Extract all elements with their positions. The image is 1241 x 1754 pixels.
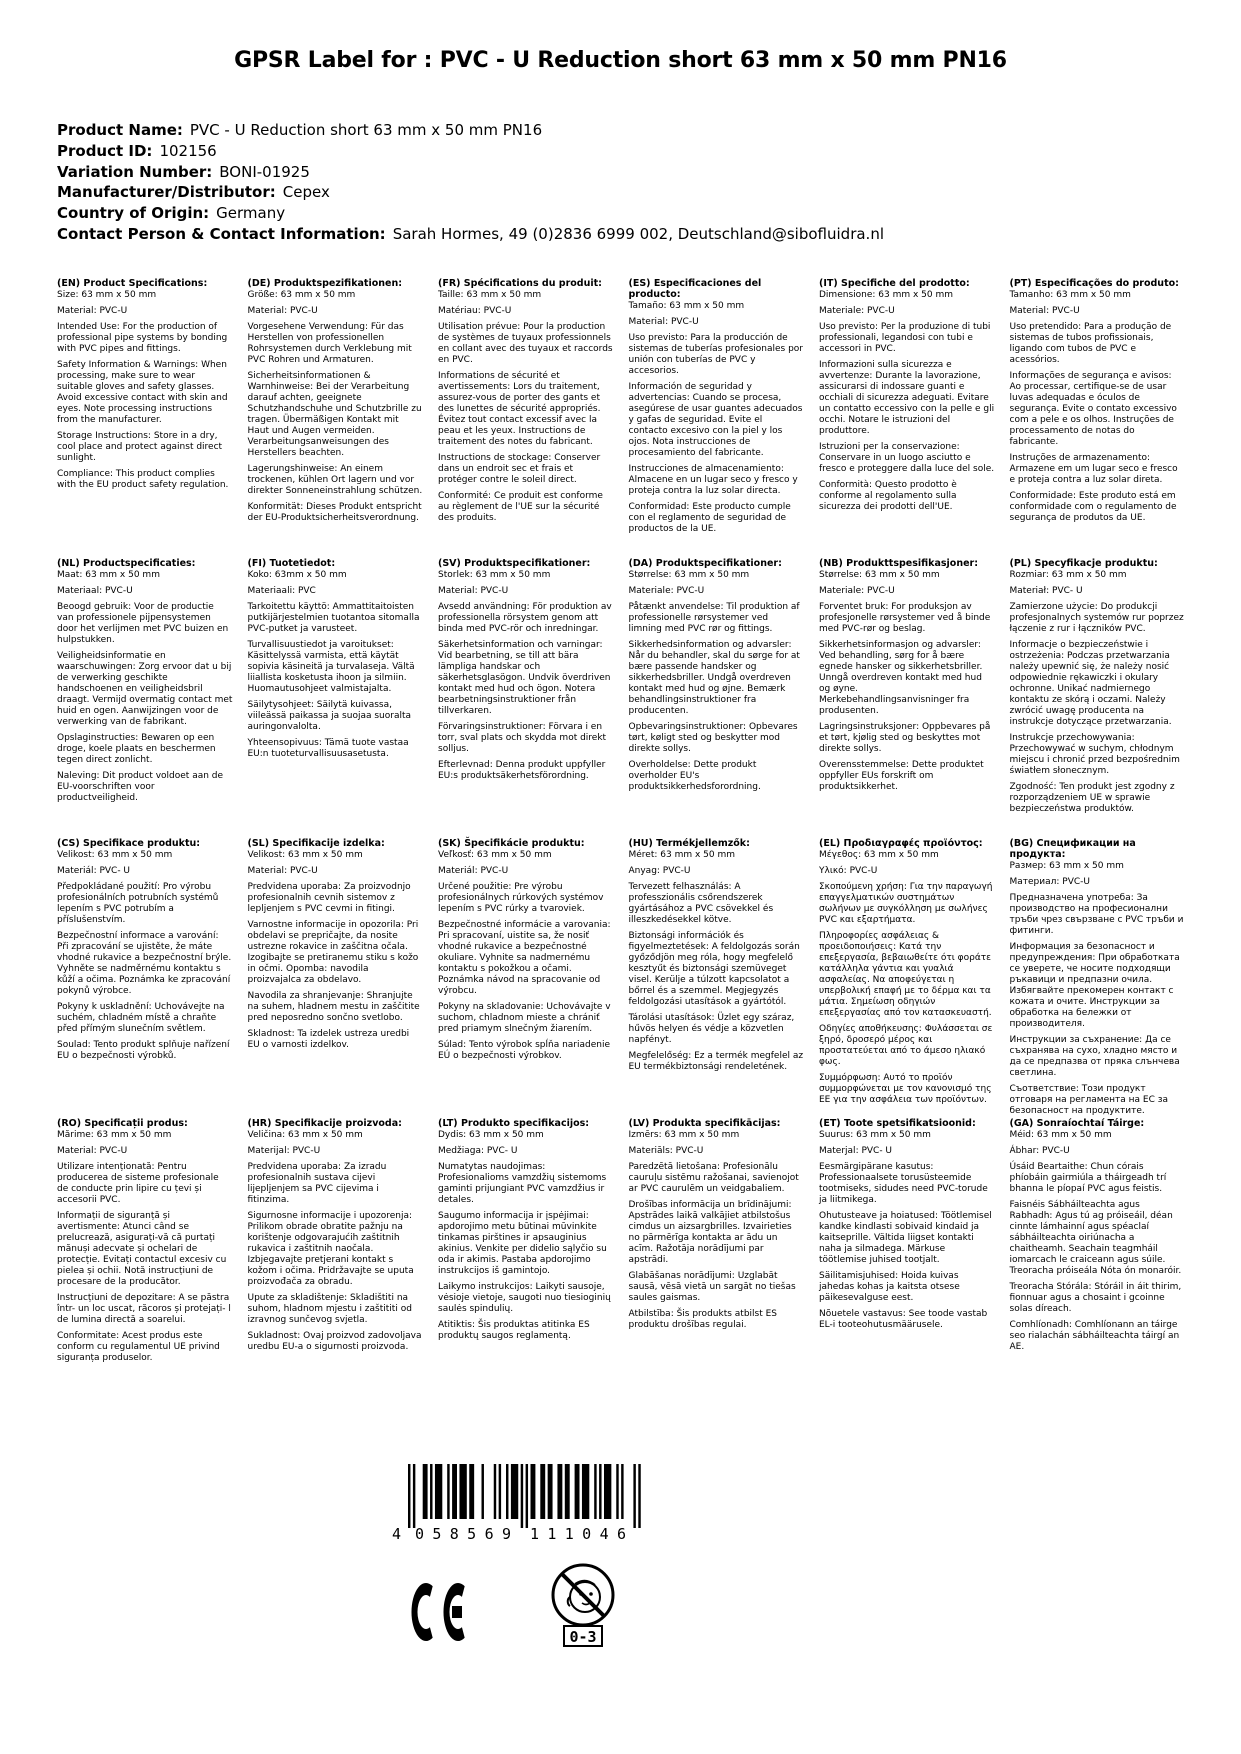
language-block-heading: (BG) Спецификации на продукта: [1009,838,1136,860]
spec-material: Materiāls: PVC-U [628,1146,704,1156]
spec-intended-use: Vorgesehene Verwendung: Für das Herstellen von professionellen Rohrsystemen durch Verklebung mit PVC Rohren und Armaturen. [247,322,412,365]
language-specs-grid [57,278,1185,1398]
spec-safety-warnings: Informacje o bezpieczeństwie i ostrzeżenia: Podczas przetwarzania należy upewnić się, że należy nosić odpowiednie rękawiczki i okulary ochronne. Unikać nadmiernego kontaktu ze skórą i oczami. Należy zwrócić uwagę producenta na instrukcje dotyczące przetwarzania. [1009,640,1172,727]
spec-compliance: Compliance: This product complies with the EU product safety regulation. [57,469,229,490]
spec-compliance: Sukladnost: Ovaj proizvod zadovoljava uredbu EU-a o sigurnosti proizvoda. [247,1331,422,1352]
spec-size: Størrelse: 63 mm x 50 mm [819,570,940,580]
spec-size: Størrelse: 63 mm x 50 mm [628,570,750,580]
spec-intended-use: Uso pretendido: Para a produção de sistemas de tubos profissionais, ligando com tubos de PVC e acessórios. [1009,322,1172,365]
spec-storage: Istruzioni per la conservazione: Conservare in un luogo asciutto e fresco e proteggere dalla luce del sole. [819,442,995,474]
product-name-label: Product Name: [57,121,183,139]
language-block [1010,558,1186,838]
spec-safety-warnings: Biztonsági információk és figyelmeztetések: A feldolgozás során győződjön meg róla, hogy megfelelő kesztyűt és biztonsági szemüveget visel. Kerülje a túlzott kapcsolatot a bőrrel és a szemmel. Megjegyzés feldolgozási utasítások a gyártótól. [628,931,800,1007]
contact-row [57,224,1241,245]
spec-material: Material: PVC-U [438,586,509,596]
spec-material: Materjal: PVC- U [819,1146,893,1156]
product-id-value: 102156 [159,141,217,160]
spec-material: Materiale: PVC-U [819,306,895,316]
spec-size: Size: 63 mm x 50 mm [57,290,157,300]
spec-safety-warnings: Turvallisuustiedot ja varoitukset: Käsittelyssä varmista, että käytät sopivia käsineitä ja turvalaseja. Vältä liiallista kosketusta ihoon ja silmiin. Huomautusohjeet valmistajalta. [247,640,415,694]
language-block [438,1118,614,1398]
country-of-origin-value: Germany [216,204,286,223]
language-block-heading: (GA) Sonraíochtaí Táirge: [1009,1118,1145,1129]
spec-storage: Instrukcje przechowywania: Przechowywać w suchym, chłodnym miejscu i chronić przed bezpośrednim światłem słonecznym. [1009,733,1180,776]
language-block [629,838,805,1118]
language-block-heading: (EN) Product Specifications: [57,278,208,289]
spec-safety-warnings: Bezpečnostní informace a varování: Při zpracování se ujistěte, že máte vhodné rukavice a bezpečnostní brýle. Vyhněte se nadměrnému kontaktu s kůží a očima. Poznámka ke zpracování pokynů výrobce. [57,931,232,996]
spec-size: Mărime: 63 mm x 50 mm [57,1130,172,1140]
language-block [629,278,805,558]
spec-material: Ábhar: PVC-U [1009,1146,1070,1156]
spec-safety-warnings: Informations de sécurité et avertissements: Lors du traitement, assurez-vous de porter des gants et des lunettes de sécurité appropriés. Évitez tout contact excessif avec la peau et les yeux. Instructions de traitement des notes du fabricant. [438,371,601,447]
spec-storage: Laikymo instrukcijos: Laikyti sausoje, vėsioje vietoje, saugoti nuo tiesioginių saulės spindulių. [438,1282,611,1314]
spec-storage: Navodila za shranjevanje: Shranjujte na suhem, hladnem mestu in zaščitite pred neposredno sončno svetlobo. [247,991,420,1023]
spec-material: Anyag: PVC-U [628,866,691,876]
spec-safety-warnings: Faisnéis Sábháilteachta agus Rabhadh: Agus tú ag próiseáil, déan cinnte lámhainní agus spéaclaí sábháilteachta oiriúnacha a chaitheamh. Seachain teagmháil iomarcach le craiceann agus súile. Treoracha próiseála Nóta ón monaróir. [1009,1200,1182,1276]
spec-size: Μέγεθος: 63 mm x 50 mm [819,850,939,860]
spec-safety-warnings: Informações de segurança e avisos: Ao processar, certifique-se de usar luvas adequadas e óculos de segurança. Evite o contato excessivo com a pele e os olhos. Instruções de processamento de notas do fabricante. [1009,371,1177,447]
spec-intended-use: Zamierzone użycie: Do produkcji profesjonalnych systemów rur poprzez łączenie z rur i łączników PVC. [1009,602,1184,634]
language-block-heading: (NL) Productspecificaties: [57,558,196,569]
spec-material: Material: PVC-U [1009,306,1080,316]
spec-safety-warnings: Πληροφορίες ασφάλειας & προειδοποιήσεις: Κατά την επεξεργασία, βεβαιωθείτε ότι φοράτε κατάλληλα γάντια και γυαλιά ασφαλείας. Να αποφεύγεται η υπερβολική επαφή με το δέρμα και τα μάτια. Σημείωση οδηγιών επεξεργασίας από τον κατασκευαστή. [819,931,992,1018]
spec-intended-use: Predvidena uporaba: Za izradu profesionalnih sustava cijevi lijepljenjem sa PVC cijevima i fitinzima. [247,1162,387,1205]
language-block-heading: (IT) Specifiche del prodotto: [819,278,970,289]
variation-number-label: Variation Number: [57,162,213,181]
spec-intended-use: Utilizare intenționată: Pentru producerea de sisteme profesionale de conducte prin lipire cu țevi și accesorii PVC. [57,1162,219,1205]
spec-safety-warnings: Информация за безопасност и предупреждения: При обработката се уверете, че носите подходящи ръкавици и предпазни очила. Избягвайте прекомерен контакт с кожата и очите. Инструкции за обработка на бележки от производителя. [1009,942,1180,1029]
spec-safety-warnings: Sikkerhetsinformasjon og advarsler: Ved behandling, sørg for å bære egnede hansker og sikkerhetsbriller. Unngå overdreven kontakt med hud og øyne. Merkebehandlingsanvisninger fra produsenten. [819,640,983,716]
spec-size: Размер: 63 mm x 50 mm [1009,861,1124,871]
spec-intended-use: Tarkoitettu käyttö: Ammattitaitoisten putkijärjestelmien tuotantoa sitomalla PVC-putket ja varusteet. [247,602,420,634]
spec-safety-warnings: Saugumo informacija ir įspėjimai: apdorojimo metu būtinai mūvinkite tinkamas pirštines ir apsauginius akinius. Venkite per didelio sąlyčio su oda ir akimis. Pastaba apdorojimo instrukcijos iš gamintojo. [438,1211,607,1276]
spec-material: Materiaali: PVC [247,586,316,596]
spec-material: Materiál: PVC-U [438,866,509,876]
spec-material: Material: PVC-U [247,306,318,316]
country-of-origin-label: Country of Origin: [57,204,210,223]
spec-intended-use: Forventet bruk: For produksjon av profesjonelle rørsystemer ved å binde med PVC-rør og beslag. [819,602,991,634]
spec-size: Größe: 63 mm x 50 mm [247,290,356,300]
spec-safety-warnings: Informații de siguranță și avertismente: Atunci când se prelucrează, asigurați-vă că purtați mănuși adecvate și ochelari de protecție. Evitați contactul excesiv cu pielea și ochii. Notă instrucțiuni de procesare de la producător. [57,1211,227,1287]
spec-compliance: Conformità: Questo prodotto è conforme al regolamento sulla sicurezza dei prodotti dell'UE. [819,480,957,512]
spec-intended-use: Předpokládané použití: Pro výrobu profesionálních potrubních systémů lepením s PVC potrubím a příslušenstvím. [57,882,219,925]
spec-intended-use: Utilisation prévue: Pour la production de systèmes de tuyaux professionnels en collant avec des tuyaux et raccords en PVC. [438,322,613,365]
language-block-heading: (HR) Specifikacije proizvoda: [247,1118,402,1129]
language-block [57,558,233,838]
language-block [1010,838,1186,1118]
language-block-heading: (HU) Termékjellemzők: [628,838,750,849]
language-block [438,278,614,558]
spec-size: Storlek: 63 mm x 50 mm [438,570,551,580]
spec-storage: Säilitamisjuhised: Hoida kuivas jahedas kohas ja kaitsta otsese päikesevalguse eest. [819,1271,960,1303]
spec-size: Dydis: 63 mm x 50 mm [438,1130,544,1140]
product-name-row [57,120,1241,141]
language-block-heading: (RO) Specificații produs: [57,1118,188,1129]
language-block-heading: (SV) Produktspecifikationer: [438,558,591,569]
language-block [57,1118,233,1398]
spec-compliance: Comhlíonadh: Comhlíonann an táirge seo rialachán sábháilteachta táirgí an AE. [1009,1320,1180,1352]
spec-compliance: Съответствие: Този продукт отговаря на регламента на ЕС за безопасност на продуктите. [1009,1084,1169,1116]
barcode [390,1464,652,1548]
spec-storage: Lagringsinstruksjoner: Oppbevares på et tørt, kjølig sted og beskyttes mot direkte sollys. [819,722,991,754]
spec-safety-warnings: Varnostne informacije in opozorila: Pri obdelavi se prepričajte, da nosite ustrezne rokavice in zaščitna očala. Izogibajte se pretiranemu stiku s kožo in očmi. Opomba: navodila proizvajalca za obdelavo. [247,920,419,985]
language-block [819,1118,995,1398]
product-name-value: PVC - U Reduction short 63 mm x 50 mm PN16 [189,121,543,139]
spec-material: Materiale: PVC-U [628,586,705,596]
language-block-heading: (LV) Produkta specifikācijas: [628,1118,781,1129]
language-block [819,838,995,1118]
spec-safety-warnings: Säkerhetsinformation och varningar: Vid bearbetning, se till att bära lämpliga handskar och säkerhetsglasögon. Undvik överdriven kontakt med hud och ögon. Notera bearbetningsinstruktioner från tillverkaren. [438,640,611,716]
product-id-label: Product ID: [57,141,153,160]
variation-number-value: BONI-01925 [219,162,310,181]
language-block-heading: (DE) Produktspezifikationen: [247,278,403,289]
spec-storage: Treoracha Stórála: Stóráil in áit thirim, fionnuar agus a chosaint i gcoinne solas díreach. [1009,1282,1182,1314]
spec-size: Izmērs: 63 mm x 50 mm [628,1130,740,1140]
language-block-heading: (DA) Produktspecifikationer: [628,558,782,569]
barcode-bars [408,1464,641,1528]
spec-storage: Glabāšanas norādījumi: Uzglabāt sausā, vēsā vietā un sargāt no tiešas saules gaismas. [628,1271,796,1303]
spec-size: Méret: 63 mm x 50 mm [628,850,736,860]
spec-intended-use: Uso previsto: Per la produzione di tubi professionali, legandosi con tubi e accessori in PVC. [819,322,991,354]
spec-size: Taille: 63 mm x 50 mm [438,290,542,300]
language-block-heading: (PT) Especificações do produto: [1009,278,1179,289]
spec-compliance: Conformidad: Este producto cumple con el reglamento de seguridad de productos de la UE. [628,502,791,534]
spec-material: Medžiaga: PVC- U [438,1146,518,1156]
spec-intended-use: Numatytas naudojimas: Profesionalioms vamzdžių sistemoms gaminti prijungiant PVC vamzdžius ir detales. [438,1162,607,1205]
spec-material: Material: PVC-U [57,1146,128,1156]
spec-compliance: Yhteensopivuus: Tämä tuote vastaa EU:n tuoteturvallisuusasetusta. [247,738,409,759]
spec-safety-warnings: Safety Information & Warnings: When processing, make sure to wear suitable gloves and safety glasses. Avoid excessive contact with skin and eyes. Note processing instructions from the manufacturer. [57,360,228,425]
language-block [1010,1118,1186,1398]
barcode-first-digit: 4 [392,1525,402,1543]
spec-size: Rozmiar: 63 mm x 50 mm [1009,570,1127,580]
spec-storage: Lagerungshinweise: An einem trockenen, kühlen Ort lagern und vor direkter Sonneneinstrahlung schützen. [247,464,423,496]
page-title: GPSR Label for : PVC - U Reduction short 63 mm x 50 mm PN16 [234,48,1007,73]
spec-material: Material: PVC-U [628,317,699,327]
spec-compliance: Conformidade: Este produto está em conformidade com o regulamento de segurança de produtos da UE. [1009,491,1177,523]
spec-storage: Upute za skladištenje: Skladištiti na suhom, hladnom mjestu i zaštititi od izravnog sunčevog svjetla. [247,1293,412,1325]
spec-size: Dimensione: 63 mm x 50 mm [819,290,954,300]
spec-storage: Tárolási utasítások: Üzlet egy száraz, hűvös helyen és védje a közvetlen napfényt. [628,1013,795,1045]
language-block-heading: (SK) Špecifikácie produktu: [438,838,585,849]
spec-safety-warnings: Bezpečnostné informácie a varovania: Pri spracovaní, uistite sa, že nosiť vhodné rukavice a bezpečnostné okuliare. Vyhnite sa nadmernému kontaktu s pokožkou a očami. Poznámka návod na spracovanie od výrobcu. [438,920,611,996]
spec-storage: Säilytysohjeet: Säilytä kuivassa, viileässä paikassa ja suojaa suoralta auringonvalolta. [247,700,412,732]
spec-storage: Instrucciones de almacenamiento: Almacene en un lugar seco y fresco y proteja contra la luz solar directa. [628,464,798,496]
language-block-heading: (ET) Toote spetsifikatsioonid: [819,1118,976,1129]
spec-safety-warnings: Sigurnosne informacije i upozorenja: Prilikom obrade obratite pažnju na korištenje odgovarajućih zaštitnih rukavica i zaštitnih naočala. Izbjegavajte pretjerani kontakt s kožom i očima. Pridržavajte se uputa proizvođača za obradu. [247,1211,414,1287]
manufacturer-row [57,182,1241,203]
spec-compliance: Skladnost: Ta izdelek ustreza uredbi EU o varnosti izdelkov. [247,1029,410,1050]
spec-compliance: Atitiktis: Šis produktas atitinka ES produktų saugos reglamentą. [438,1320,590,1341]
spec-storage: Storage Instructions: Store in a dry, cool place and protect against direct sunlight. [57,431,223,463]
barcode-right-digits: 111046 [530,1525,626,1543]
spec-material: Material: PVC-U [247,866,318,876]
spec-safety-warnings: Veiligheidsinformatie en waarschuwingen: Zorg ervoor dat u bij de verwerking geschikte handschoenen en veiligheidsbril draagt. Vermijd overmatig contact met huid en ogen. Aanwijzingen voor de verwerking van de fabrikant. [57,651,233,727]
spec-size: Velikost: 63 mm x 50 mm [247,850,363,860]
spec-size: Suurus: 63 mm x 50 mm [819,1130,931,1140]
spec-material: Materiaal: PVC-U [57,586,133,596]
spec-safety-warnings: Drošības informācija un brīdinājumi: Apstrādes laikā valkājiet atbilstošus cimdus un aizsargbrilles. Izvairieties no pārmērīga kontakta ar ādu un acīm. Ražotāja norādījumi par apstrādi. [628,1200,792,1265]
country-of-origin-row [57,203,1241,224]
variation-number-row [57,162,1241,183]
spec-compliance: Zgodność: Ten produkt jest zgodny z rozporządzeniem UE w sprawie bezpieczeństwa produktów. [1009,782,1175,814]
manufacturer-value: Cepex [282,183,330,202]
spec-intended-use: Påtænkt anvendelse: Til produktion af professionelle rørsystemer ved limning med PVC rør og fittings. [628,602,800,634]
language-block [629,1118,805,1398]
age-warning-icon [550,1562,616,1654]
spec-compliance: Efterlevnad: Denna produkt uppfyller EU:s produktsäkerhetsförordning. [438,760,606,781]
spec-intended-use: Tervezett felhasználás: A professzionális csőrendszerek gyártásához a PVC csövekkel és illeszkedésekkel kötve. [628,882,774,925]
language-block [57,838,233,1118]
spec-storage: Инструкции за съхранение: Да се съхранява на сухо, хладно място и да се предпазва от пряка слънчева светлина. [1009,1035,1180,1078]
language-block [438,838,614,1118]
barcode-left-digits: 058569 [415,1525,511,1543]
product-id-row [57,141,1241,162]
spec-material: Υλικό: PVC-U [819,866,878,876]
language-block-heading: (FI) Tuotetiedot: [247,558,336,569]
language-block [1010,278,1186,558]
language-block-heading: (EL) Προδιαγραφές προϊόντος: [819,838,983,849]
spec-size: Tamanho: 63 mm x 50 mm [1009,290,1131,300]
spec-safety-warnings: Ohutusteave ja hoiatused: Töötlemisel kandke kindlasti sobivaid kindaid ja kaitseprille. Vältida liigset kontakti naha ja silmadega. Märkuse töötlemise juhised tootjalt. [819,1211,992,1265]
spec-compliance: Conformitate: Acest produs este conform cu regulamentul UE privind siguranța produselor. [57,1331,220,1363]
spec-intended-use: Určené použitie: Pre výrobu profesionálnych rúrkových systémov lepením s PVC rúrky a tvaroviek. [438,882,604,914]
spec-storage: Opbevaringsinstruktioner: Opbevares tørt, køligt sted og beskytter mod direkte sollys. [628,722,798,754]
spec-compliance: Naleving: Dit product voldoet aan de EU-voorschriften voor productveiligheid. [57,771,224,803]
spec-safety-warnings: Sicherheitsinformationen & Warnhinweise: Bei der Verarbeitung darauf achten, geeignete Schutzhandschuhe und Schutzbrille zu tragen. Übermäßigen Kontakt mit Haut und Augen vermeiden. Verarbeitungsanweisungen des Herstellers beachten. [247,371,422,458]
spec-storage: Instructions de stockage: Conserver dans un endroit sec et frais et protéger contre le soleil direct. [438,453,601,485]
spec-storage: Instruções de armazenamento: Armazene em um lugar seco e fresco e proteja contra a luz solar direta. [1009,453,1178,485]
spec-size: Koko: 63mm x 50 mm [247,570,347,580]
spec-safety-warnings: Sikkerhedsinformation og advarsler: Når du behandler, skal du sørge for at bære passende handsker og sikkerhedsbriller. Undgå overdreven kontakt med hud og øjne. Bemærk behandlingsinstruktioner fra producenten. [628,640,800,716]
spec-compliance: Συμμόρφωση: Αυτό το προϊόν συμμορφώνεται με τον κανονισμό της ΕΕ για την ασφάλεια των προϊόντων. [819,1073,992,1105]
spec-size: Veličina: 63 mm x 50 mm [247,1130,363,1140]
spec-size: Tamaño: 63 mm x 50 mm [628,301,745,311]
language-block-heading: (SL) Specifikacije izdelka: [247,838,385,849]
spec-compliance: Overensstemmelse: Dette produktet oppfyller EUs forskrift om produktsikkerhet. [819,760,984,792]
spec-compliance: Atbilstība: Šis produkts atbilst ES produktu drošības regulai. [628,1309,778,1330]
spec-material: Materiał: PVC- U [1009,586,1083,596]
spec-size: Maat: 63 mm x 50 mm [57,570,160,580]
spec-intended-use: Paredzētā lietošana: Profesionālu cauruļu sistēmu ražošanai, savienojot ar PVC caurulēm un veidgabaliem. [628,1162,799,1194]
spec-material: Materiál: PVC- U [57,866,131,876]
spec-storage: Opslaginstructies: Bewaren op een droge, koele plaats en beschermen tegen direct zonlicht. [57,733,216,765]
language-block-heading: (ES) Especificaciones del producto: [628,278,762,300]
spec-storage: Förvaringsinstruktioner: Förvara i en torr, sval plats och skydda mot direkt solljus. [438,722,607,754]
spec-material: Materiale: PVC-U [819,586,895,596]
spec-intended-use: Uso previsto: Para la producción de sistemas de tuberías profesionales por unión con tuberías de PVC y accesorios. [628,333,803,376]
ce-mark-icon [406,1580,468,1648]
contact-label: Contact Person & Contact Information: [57,224,386,243]
spec-size: Velikost: 63 mm x 50 mm [57,850,173,860]
spec-material: Matériau: PVC-U [438,306,512,316]
language-block [819,278,995,558]
product-info [57,120,1241,245]
spec-intended-use: Предназначена употреба: За производство на професионални тръби чрез свързване с PVC тръби и фитинги. [1009,893,1184,936]
manufacturer-label: Manufacturer/Distributor: [57,183,276,202]
spec-storage: Pokyny k uskladnění: Uchovávejte na suchém, chladném místě a chraňte před přímým slunečním světlem. [57,1002,225,1034]
spec-compliance: Megfelelőség: Ez a termék megfelel az EU termékbiztonsági rendeletének. [628,1051,804,1072]
spec-compliance: Konformität: Dieses Produkt entspricht der EU-Produktsicherheitsverordnung. [247,502,422,523]
spec-intended-use: Predvidena uporaba: Za proizvodnjo profesionalnih cevnih sistemov z lepljenjem s PVC cevmi in fitingi. [247,882,411,914]
spec-safety-warnings: Informazioni sulla sicurezza e avvertenze: Durante la lavorazione, assicurarsi di indossare guanti e occhiali di sicurezza adeguati. Evitare un contatto eccessivo con la pelle e gli occhi. Notare le istruzioni del produttore. [819,360,995,436]
spec-storage: Instrucțiuni de depozitare: A se păstra într- un loc uscat, răcoros și protejați- l de lumina directă a soarelui. [57,1293,231,1325]
language-block-heading: (PL) Specyfikacje produktu: [1009,558,1158,569]
language-block-heading: (FR) Spécifications du produit: [438,278,602,289]
language-block [57,278,233,558]
spec-intended-use: Eesmärgipärane kasutus: Professionaalsete torusüsteemide tootmiseks, sidudes need PVC-torude ja liitmikega. [819,1162,988,1205]
spec-intended-use: Úsáid Beartaithe: Chun córais phíobáin gairmiúla a tháirgeadh trí bhanna le píopaí PVC agus feistis. [1009,1162,1167,1194]
spec-compliance: Soulad: Tento produkt splňuje nařízení EU o bezpečnosti výrobků. [57,1040,230,1061]
age-warning-label: 0-3 [569,1628,597,1646]
spec-material: Material: PVC-U [57,306,128,316]
spec-storage: Pokyny na skladovanie: Uchovávajte v suchom, chladnom mieste a chrániť pred priamym slnečným žiarením. [438,1002,611,1034]
spec-intended-use: Beoogd gebruik: Voor de productie van professionele pijpensystemen door het verlijmen met PVC buizen en hulpstukken. [57,602,229,645]
language-block [248,278,424,558]
spec-compliance: Overholdelse: Dette produkt overholder EU's produktsikkerhedsforordning. [628,760,761,792]
language-block [438,558,614,838]
language-block-heading: (LT) Produkto specifikacijos: [438,1118,590,1129]
spec-intended-use: Σκοπούμενη χρήση: Για την παραγωγή επαγγελματικών συστημάτων σωλήνων με συγκόλληση με σωλήνες PVC και εξαρτήματα. [819,882,993,925]
spec-intended-use: Avsedd användning: För produktion av professionella rörsystem genom att binda med PVC-rör och inredningar. [438,602,612,634]
contact-value: Sarah Hormes, 49 (0)2836 6999 002, Deutschland@sibofluidra.nl [392,224,884,243]
language-block-heading: (CS) Specifikace produktu: [57,838,201,849]
spec-safety-warnings: Información de seguridad y advertencias: Cuando se procesa, asegúrese de usar guantes adecuados y gafas de seguridad. Evite el contacto excesivo con la piel y los ojos. Nota instrucciones de procesamiento del fabricante. [628,382,803,458]
language-block [248,1118,424,1398]
spec-compliance: Conformité: Ce produit est conforme au règlement de l'UE sur la sécurité des produits. [438,491,603,523]
spec-compliance: Súlad: Tento výrobok spĺňa nariadenie EÚ o bezpečnosti výrobkov. [438,1040,611,1061]
language-block [248,558,424,838]
language-block-heading: (NB) Produkttspesifikasjoner: [819,558,979,569]
spec-material: Материал: PVC-U [1009,877,1090,887]
spec-intended-use: Intended Use: For the production of professional pipe systems by bonding with PVC pipes and fittings. [57,322,228,354]
spec-material: Materijal: PVC-U [247,1146,321,1156]
spec-size: Veľkosť: 63 mm x 50 mm [438,850,552,860]
spec-compliance: Nõuetele vastavus: See toode vastab EL-i tooteohutusmäärusele. [819,1309,988,1330]
spec-storage: Οδηγίες αποθήκευσης: Φυλάσσεται σε ξηρό, δροσερό μέρος και προστατεύεται από το άμεσο ηλιακό φως. [819,1024,993,1067]
language-block [248,838,424,1118]
spec-size: Méid: 63 mm x 50 mm [1009,1130,1112,1140]
language-block [629,558,805,838]
language-block [819,558,995,838]
